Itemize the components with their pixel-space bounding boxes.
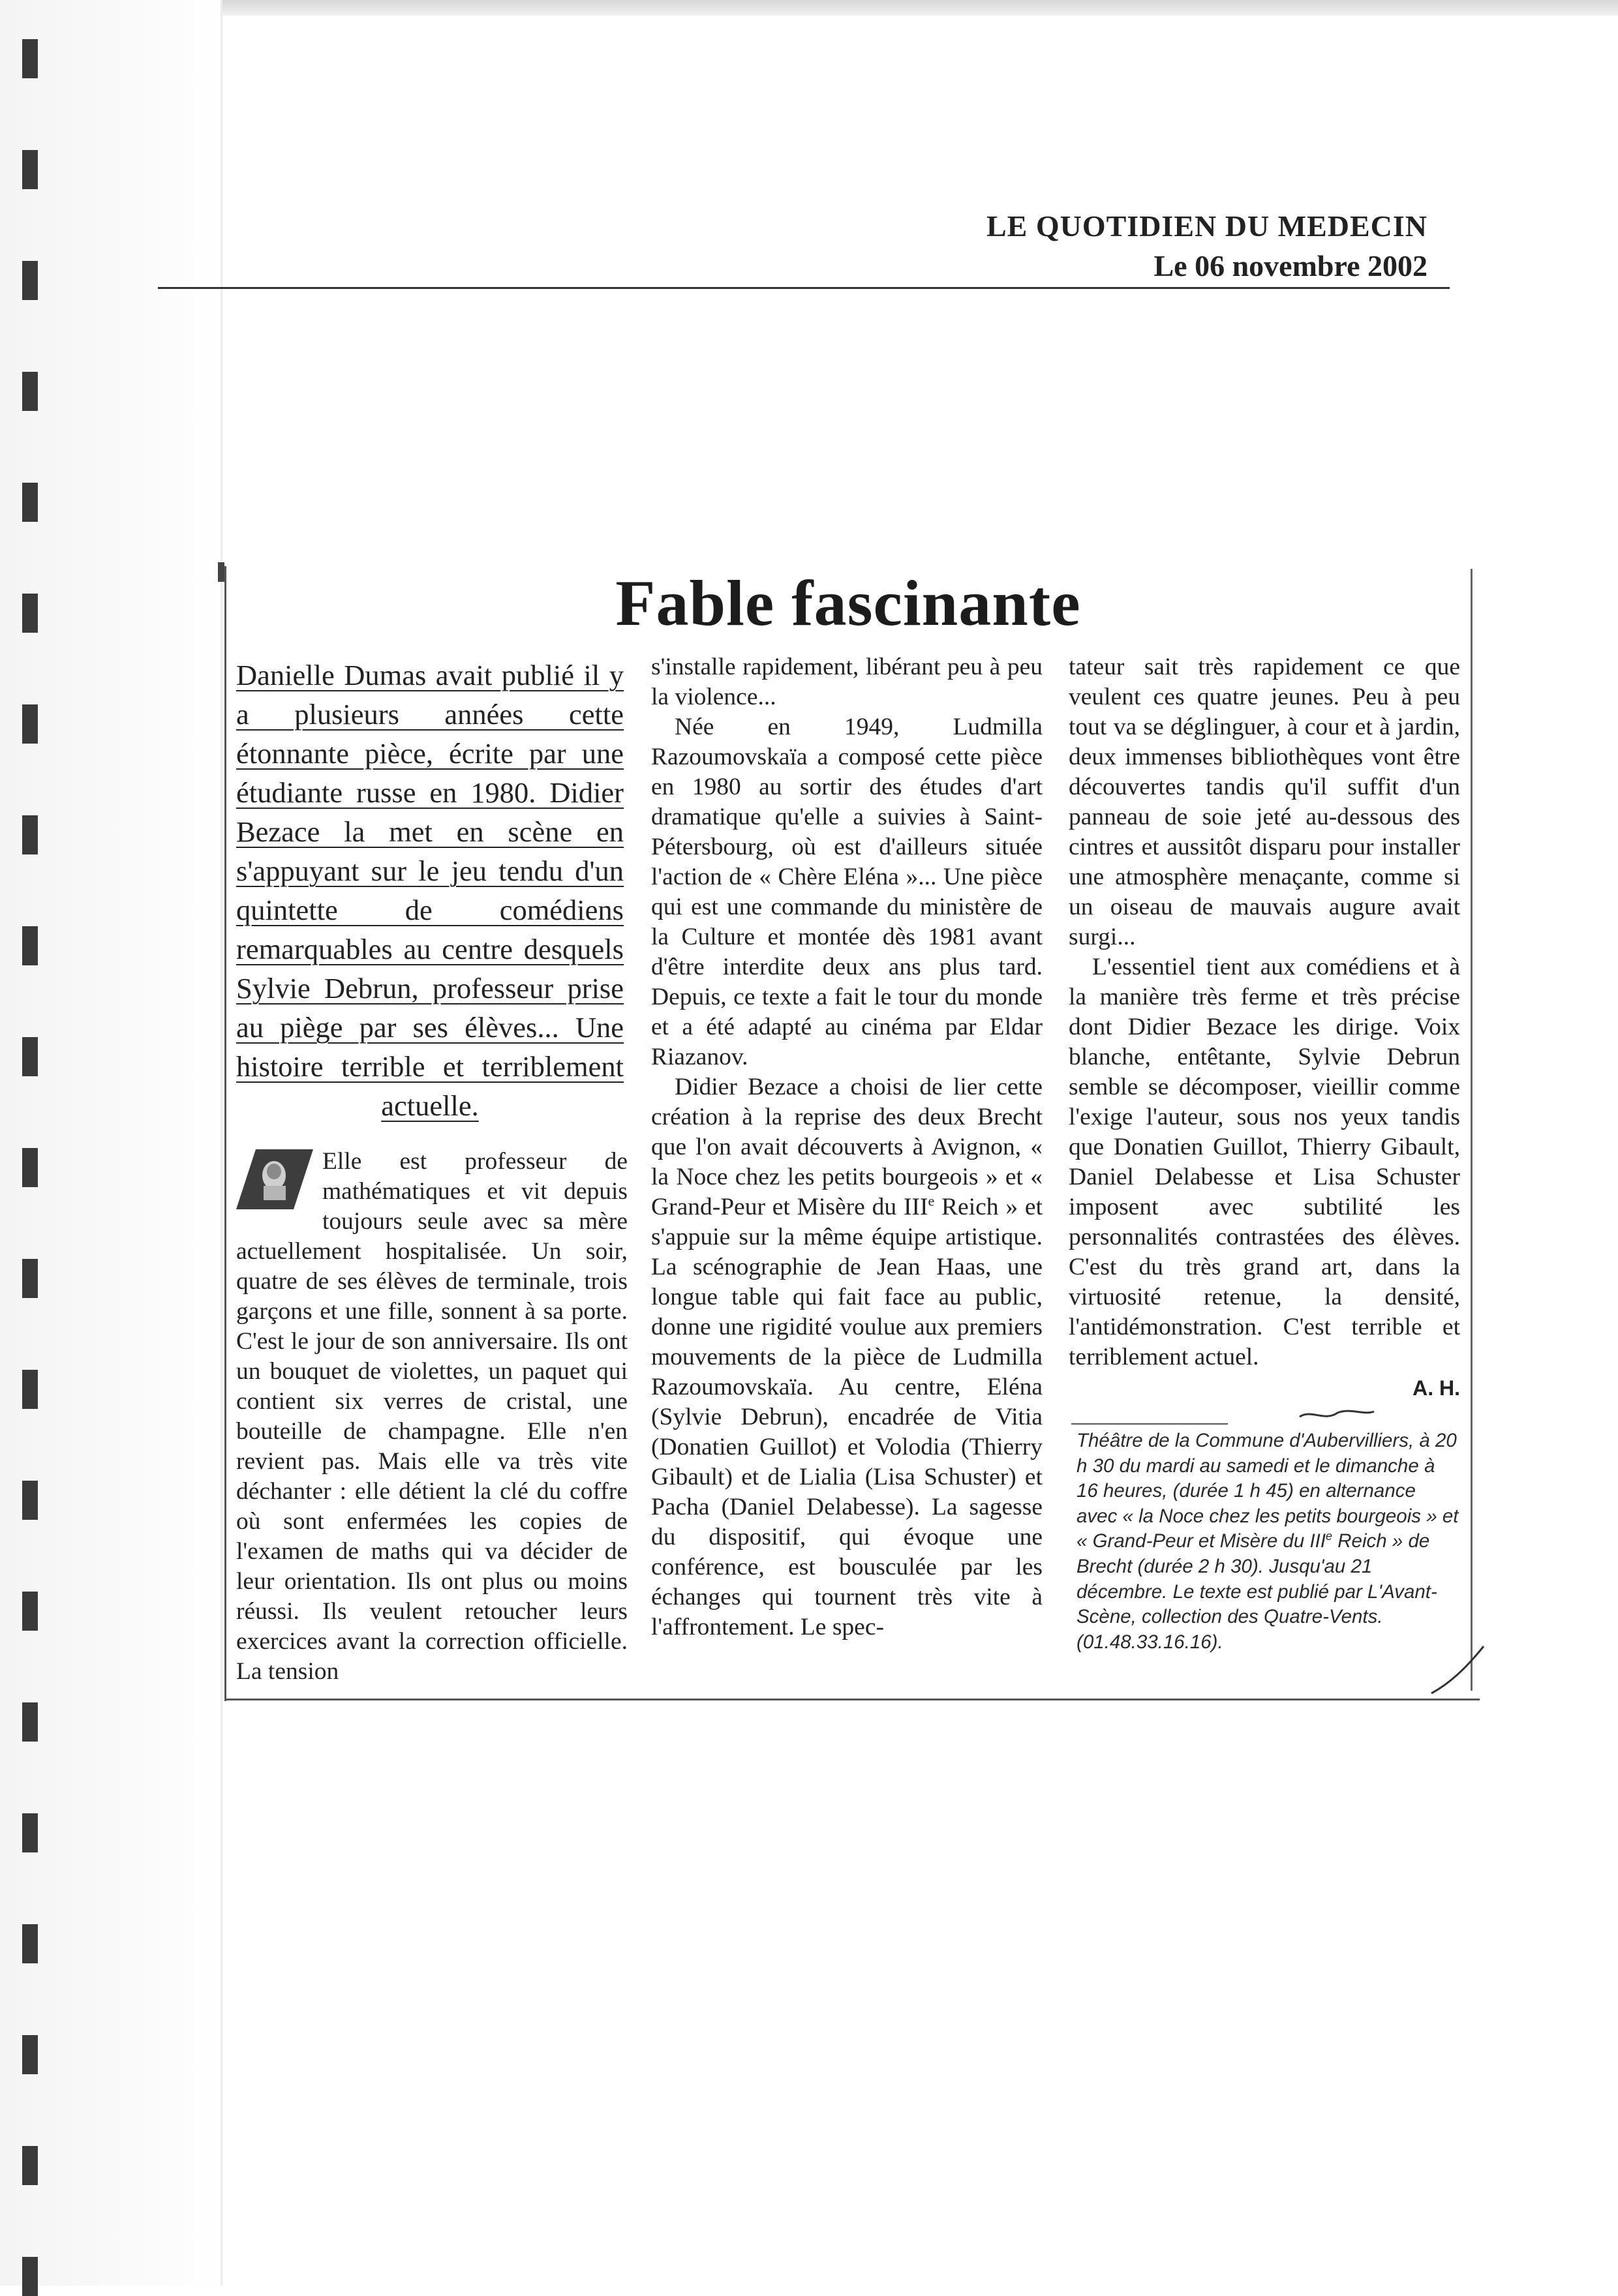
col2-superscript: e [928, 1192, 935, 1209]
lettrine-portrait-icon [236, 1149, 313, 1209]
binder-hole [22, 594, 38, 633]
article-column-1 [236, 1147, 628, 1687]
practical-info [1076, 1428, 1461, 1655]
col3-paragraph-1: L'essentiel tient aux comédiens et à la manière très ferme et très précise dont Didier Bezace les dirige. Voix blanche, entêtante, Sylvie Debrun semble se décomposer, vieillir comme l'exige l'auteur, sous nos yeux tandis que Donatien Guillot, Thierry Gibault, Daniel Delabesse et Lisa Schuster imposent avec subtilité les personnalités contrastées des élèves. C'est du très grand art, dans la virtuosité retenue, la densité, l'antidémonstration. C'est terrible et terriblement actuel. [1069, 954, 1460, 1370]
binder-hole [22, 261, 38, 300]
crop-mark [218, 562, 224, 582]
header-rule [158, 287, 1450, 289]
binder-hole [22, 815, 38, 854]
article-frame-right [1471, 569, 1473, 1691]
scan-top-edge [0, 0, 1618, 16]
binder-hole [22, 1813, 38, 1852]
publication-date: Le 06 novembre 2002 [1153, 249, 1427, 282]
binder-hole [22, 2035, 38, 2074]
info-text-b: Reich » de Brecht (durée 2 h 30). Jusqu'au 21 décembre. Le texte est publié par L'Avant-Scène, collection des Quatre-Vents. (01.48.33.16.16). [1076, 1530, 1437, 1653]
article-frame-bottom [224, 1699, 1480, 1700]
binder-hole [22, 1702, 38, 1742]
article-title: Fable fascinante [615, 567, 1081, 639]
binder-hole [22, 1592, 38, 1631]
col2-paragraph-2-b: Reich » et s'appuie sur la même équipe artistique. La scénographie de Jean Haas, une longue table qui fait face au public, donne une rigidité voulue aux premiers mouvements de la pièce de Ludmilla Razoumovskaïa. Au centre, Eléna (Sylvie Debrun), encadrée de Vitia (Donatien Guillot) et Volodia (Thierry Gibault) et de Lialia (Lisa Schuster) et Pacha (Daniel Delabesse). La sagesse du dispositif, qui évoque une conférence, est bousculée par les échanges qui tournent très vite à l'affrontement. Le spec- [651, 1194, 1043, 1640]
binder-hole [22, 372, 38, 411]
pen-stroke-mark [1298, 1402, 1377, 1428]
col2-paragraph-1: Née en 1949, Ludmilla Razoumovskaïa a composé cette pièce en 1980 au sortir des études d'art dramatique qu'elle a suivies à Saint-Pétersbourg, où est d'ailleurs située l'action de « Chère Eléna »... Une pièce qui est une commande du ministère de la Culture et montée dès 1981 avant d'être interdite deux ans plus tard. Depuis, ce texte a fait le tour du monde et a été adapté au cinéma par Eldar Riazanov. [651, 714, 1043, 1070]
article-chapeau: Danielle Dumas avait publié il y a plusieurs années cette étonnante pièce, écrite par une étudiante russe en 1980. Didier Bezace la met en scène en s'appuyant sur le jeu tendu d'un quintette de comédiens remarquables au centre desquels Sylvie Debrun, professeur prise au piège par ses élèves... Une histoire terrible et terriblement actuelle. [236, 659, 624, 1122]
info-superscript: e [1326, 1530, 1333, 1543]
binder-hole [22, 1370, 38, 1409]
col2-paragraph-2-a: Didier Bezace a choisi de lier cette création à la reprise des deux Brecht que l'on avait découverts à Avignon, « la Noce chez les petits bourgeois » et « Grand-Peur et Misère du III [651, 1074, 1043, 1220]
binder-hole [22, 150, 38, 189]
binder-hole [22, 1924, 38, 1963]
binder-hole [22, 2257, 38, 2296]
binder-hole [22, 39, 38, 78]
col2-paragraph-2 [651, 1072, 1043, 1642]
article-column-3 [1069, 652, 1460, 1402]
author-signature: A. H. [1412, 1376, 1460, 1400]
publication-header [986, 206, 1427, 286]
article-frame-left [224, 566, 226, 1701]
publication-name: LE QUOTIDIEN DU MEDECIN [986, 209, 1427, 243]
col3-paragraph-0: tateur sait très rapidement ce que veulent ces quatre jeunes. Peu à peu tout va se déglinguer, à cour et à jardin, deux immenses bibliothèques vont être découvertes tandis qu'il suffit d'un panneau de soie jeté au-dessous des cintres et aussitôt disparu pour installer une atmosphère menaçante, comme si un oiseau de mauvais augure avait surgi... [1069, 654, 1460, 950]
binder-edge-line [221, 0, 222, 2286]
col1-paragraph-1: Elle est professeur de mathématiques et vit depuis toujours seule avec sa mère actuellement hospitalisée. Un soir, quatre de ses élèves de terminale, trois garçons et une fille, sonnent à sa porte. C'est le jour de son anniversaire. Ils ont un bouquet de violettes, un paquet qui contient six verres de cristal, une bouteille de champagne. Elle n'en revient pas. Mais elle va très vite déchanter : elle détient la clé du coffre où sont enfermées les copies de l'examen de maths qui va décider de leur orientation. Ils ont plus ou moins réussi. Ils veulent retoucher leurs exercices avant la correction officielle. La tension [236, 1148, 628, 1685]
col2-paragraph-0: s'installe rapidement, libérant peu à peu la violence... [651, 654, 1043, 710]
binder-hole [22, 1259, 38, 1298]
binder-hole [22, 1481, 38, 1520]
binder-hole [22, 1148, 38, 1187]
binder-hole [22, 1037, 38, 1076]
binder-hole [22, 2146, 38, 2185]
info-rule [1071, 1423, 1228, 1425]
binder-hole [22, 926, 38, 965]
binder-hole [22, 483, 38, 522]
info-text-a: Théâtre de la Commune d'Aubervilliers, à 20 h 30 du mardi au samedi et le dimanche à 16 heures, (durée 1 h 45) en alternance avec « la Noce chez les petits bourgeois » et « Grand-Peur et Misère du III [1076, 1430, 1459, 1552]
pen-tick-mark [1429, 1644, 1488, 1696]
article-column-2 [651, 652, 1043, 1642]
binder-hole [22, 704, 38, 744]
